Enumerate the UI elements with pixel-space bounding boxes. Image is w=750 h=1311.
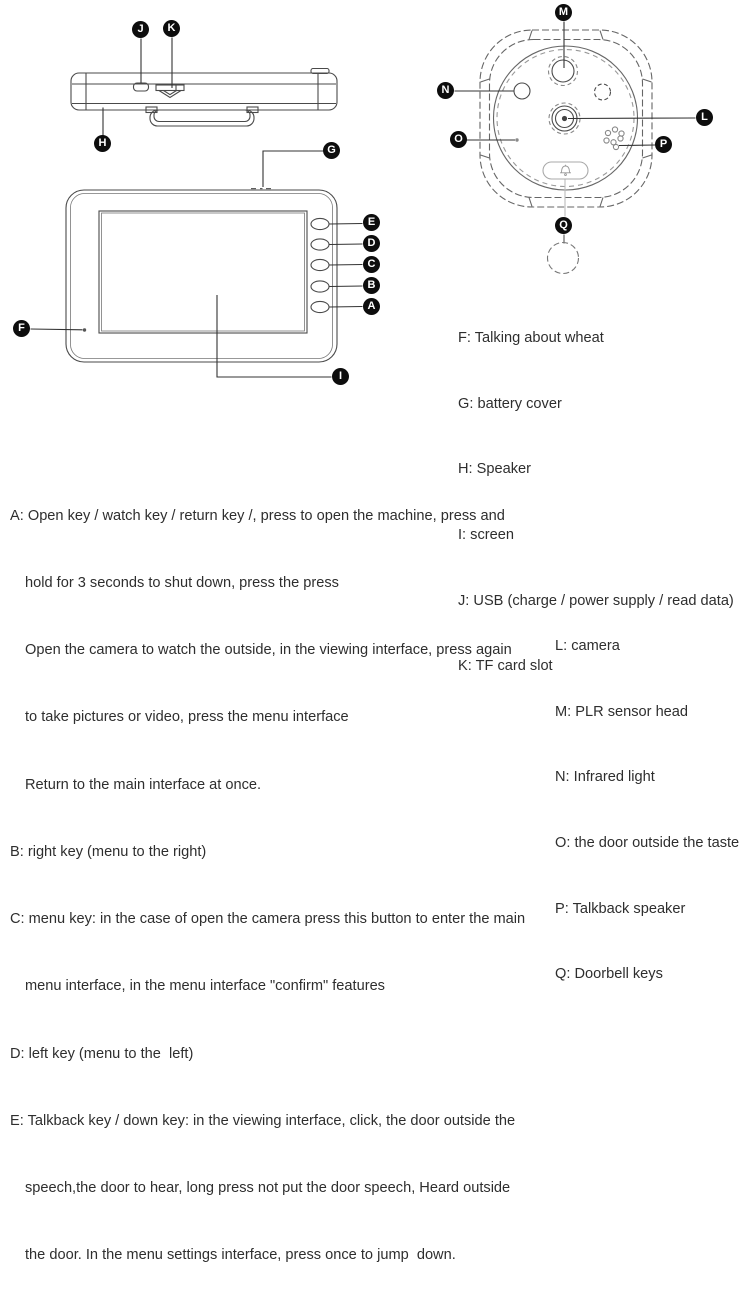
marker-e: E	[363, 214, 380, 231]
marker-j: J	[132, 21, 149, 38]
legend-item-p: P: Talkback speaker	[555, 900, 686, 917]
marker-k: K	[163, 20, 180, 37]
legend-item-k: K: TF card slot	[458, 658, 553, 675]
description-line: Open the camera to watch the outside, in the viewing interface, press again	[25, 642, 512, 659]
marker-l: L	[696, 109, 713, 126]
marker-p: P	[655, 136, 672, 153]
leader-line-g	[263, 151, 324, 187]
bell-icon	[560, 165, 571, 176]
leader-line-d	[330, 244, 363, 245]
legend-item-n: N: Infrared light	[555, 769, 655, 786]
marker-i: I	[332, 368, 349, 385]
marker-d: D	[363, 235, 380, 252]
button-e-talkback-down	[311, 218, 329, 229]
marker-g: G	[323, 142, 340, 159]
legend-item-g: G: battery cover	[458, 395, 562, 412]
legend-item-q: Q: Doorbell keys	[555, 966, 663, 983]
monitor-front-view	[31, 151, 363, 377]
marker-o: O	[450, 131, 467, 148]
marker-h: H	[94, 135, 111, 152]
monitor-body	[66, 190, 337, 362]
leader-line-e	[330, 224, 363, 225]
legend-item-m: M: PLR sensor head	[555, 703, 689, 720]
outdoor-legend	[555, 592, 739, 1030]
light-sensor-hole	[595, 84, 611, 100]
leader-line-f	[31, 329, 83, 330]
legend-item-h: H: Speaker	[458, 461, 532, 478]
marker-b: B	[363, 277, 380, 294]
button-d-left	[311, 239, 329, 250]
description-line: hold for 3 seconds to shut down, press the press	[25, 575, 339, 592]
description-line: B: right key (menu to the right)	[10, 843, 207, 860]
description-line: speech,the door to hear, long press not put the door speech, Heard outside	[25, 1180, 511, 1196]
monitor-leader-lines	[31, 151, 363, 377]
button-b-right	[311, 281, 329, 292]
leader-line-l	[568, 118, 696, 119]
leader-line-p	[619, 145, 655, 146]
marker-a: A	[363, 298, 380, 315]
marker-n: N	[437, 82, 454, 99]
legend-item-o: O: the door outside the taste	[555, 834, 740, 851]
leader-line-b	[330, 286, 363, 287]
leader-line-c	[330, 265, 363, 266]
doorbell-button	[543, 162, 588, 179]
microphone-dot	[83, 328, 86, 331]
marker-c: C	[363, 256, 380, 273]
doorbell-chime-plug	[548, 235, 579, 274]
marker-m: M	[555, 4, 572, 21]
key-descriptions	[10, 460, 525, 1311]
legend-item-f: F: Talking about wheat	[458, 329, 604, 346]
description-line: D: left key (menu to the left)	[10, 1045, 194, 1062]
leader-line-a	[330, 307, 363, 308]
monitor-side-view	[71, 38, 337, 136]
description-line: A: Open key / watch key / return key /, press to open the machine, press and	[10, 507, 505, 524]
leader-line-i	[217, 295, 332, 377]
screen	[99, 211, 307, 333]
description-line: E: Talkback key / down key: in the viewing interface, click, the door outside the	[10, 1112, 516, 1129]
infrared-light	[514, 83, 530, 99]
description-line: the door. In the menu settings interface, press once to jump down.	[25, 1247, 456, 1264]
button-a-open-watch	[311, 301, 329, 312]
tf-card-slot	[156, 85, 184, 98]
legend-item-j: J: USB (charge / power supply / read data)	[458, 592, 734, 609]
description-line: menu interface, in the menu interface "confirm" features	[25, 978, 385, 995]
button-c-menu	[311, 259, 329, 270]
outdoor-mic-dot	[515, 138, 518, 141]
marker-q: Q	[555, 217, 572, 234]
side-body	[71, 73, 337, 110]
speaker-holes	[604, 127, 624, 150]
speaker-stand	[146, 107, 258, 126]
plr-sensor	[549, 57, 578, 86]
description-line: Return to the main interface at once.	[25, 776, 262, 793]
description-line: C: menu key: in the case of open the camera press this button to enter the main	[10, 911, 526, 928]
legend-item-i: I: screen	[458, 526, 514, 543]
side-buttons	[311, 218, 329, 312]
description-line: to take pictures or video, press the menu interface	[25, 709, 349, 726]
legend-item-l: L: camera	[555, 637, 620, 654]
marker-f: F	[13, 320, 30, 337]
